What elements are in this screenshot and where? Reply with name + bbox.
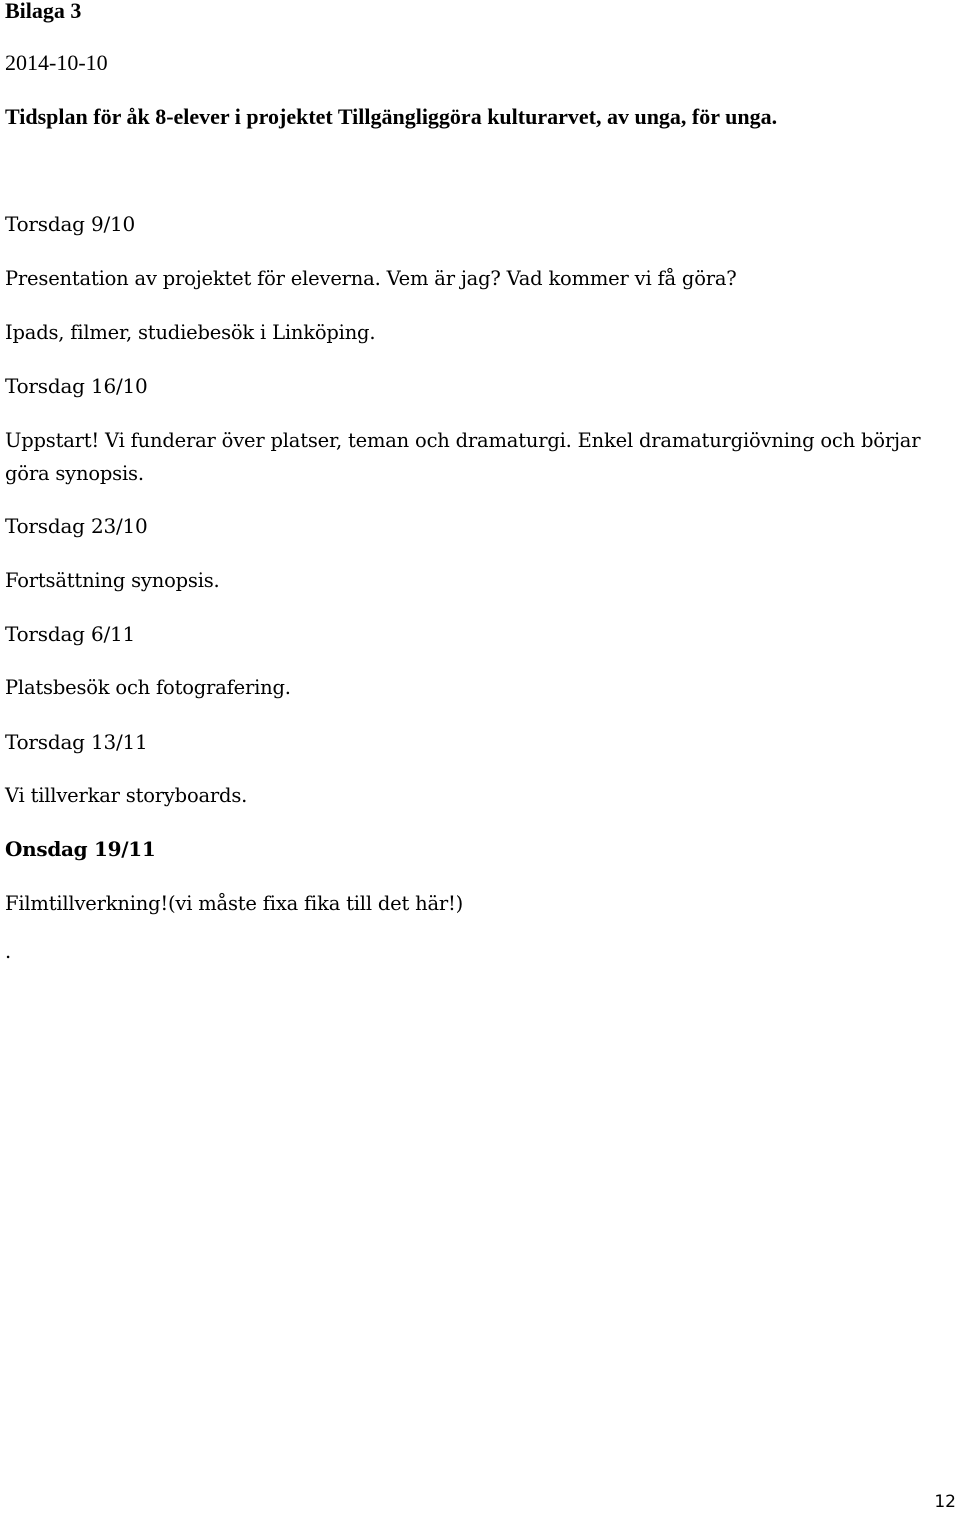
schedule-day-heading: Torsdag 9/10 bbox=[5, 212, 136, 236]
schedule-entry-text: Ipads, filmer, studiebesök i Linköping. bbox=[5, 321, 376, 344]
schedule-entry-text: Vi tillverkar storyboards. bbox=[5, 784, 248, 807]
schedule-entry-text: Filmtillverkning!(vi måste fixa fika till det här!) bbox=[5, 892, 464, 915]
schedule-entry-text: Platsbesök och fotografering. bbox=[5, 676, 291, 699]
document-date: 2014-10-10 bbox=[5, 50, 108, 75]
schedule-day-heading: Onsdag 19/11 bbox=[5, 837, 156, 861]
schedule-day-heading: Torsdag 23/10 bbox=[5, 514, 148, 538]
schedule-day-heading: Torsdag 16/10 bbox=[5, 374, 148, 398]
appendix-label: Bilaga 3 bbox=[5, 0, 82, 23]
document-title: Tidsplan för åk 8-elever i projektet Tillgängliggöra kulturarvet, av unga, för unga. bbox=[5, 104, 778, 129]
schedule-entry-text: Presentation av projektet för eleverna. Vem är jag? Vad kommer vi få göra? bbox=[5, 267, 737, 290]
schedule-entry-text: Uppstart! Vi funderar över platser, teman och dramaturgi. Enkel dramaturgiövning och börjar göra synopsis. bbox=[5, 429, 921, 485]
schedule-entry-text: Fortsättning synopsis. bbox=[5, 569, 220, 592]
page-number: 12 bbox=[934, 1492, 956, 1512]
schedule-day-heading: Torsdag 13/11 bbox=[5, 730, 148, 754]
trailing-period: . bbox=[5, 940, 11, 963]
schedule-day-heading: Torsdag 6/11 bbox=[5, 622, 136, 646]
